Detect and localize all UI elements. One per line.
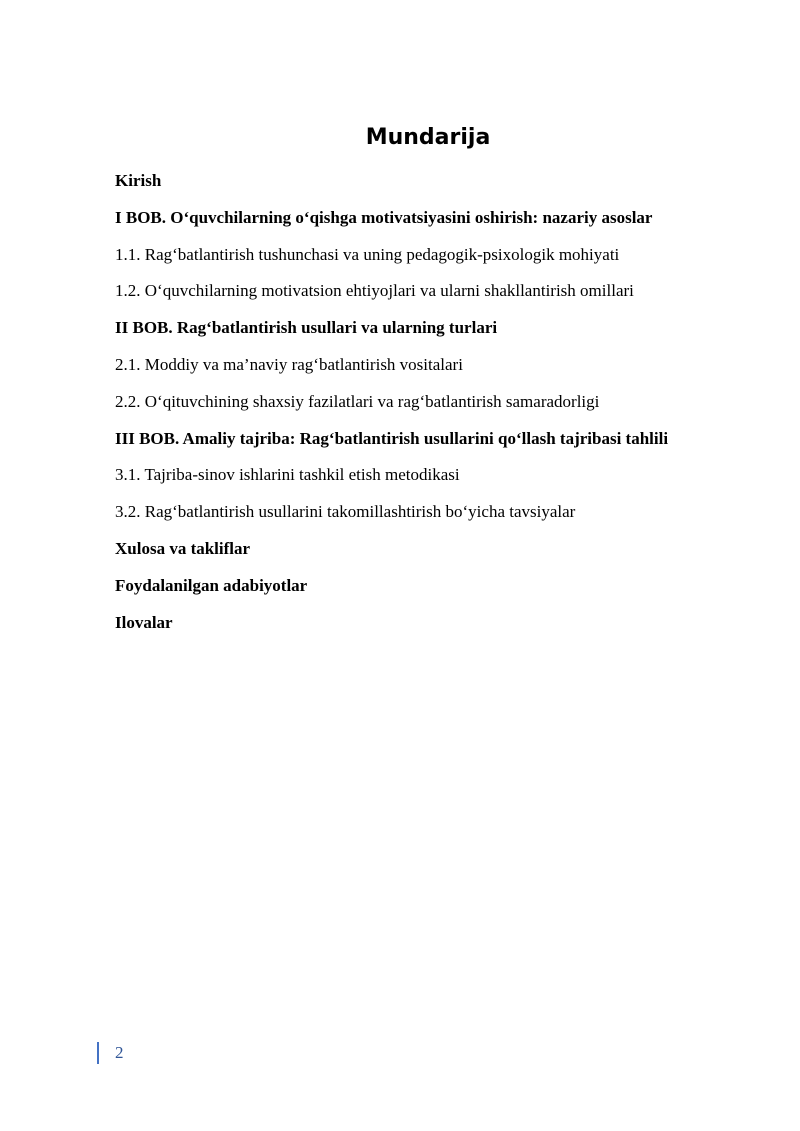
- table-of-contents: [115, 166, 775, 644]
- toc-item-conclusion: Xulosa va takliflar: [115, 538, 251, 558]
- toc-item-introduction: Kirish: [115, 171, 162, 190]
- page-title: Mundarija: [365, 125, 491, 150]
- page-footer: [97, 1042, 124, 1064]
- toc-item-section-2-1: 2.1. Moddiy va ma’naviy rag‘batlantirish vositalari: [115, 354, 463, 374]
- toc-item-appendices: Ilovalar: [115, 612, 173, 632]
- toc-item-chapter-2: II BOB. Rag‘batlantirish usullari va ularning turlari: [115, 318, 498, 338]
- page-number: 2: [115, 1043, 124, 1062]
- toc-item-section-3-1: 3.1. Tajriba-sinov ishlarini tashkil etish metodikasi: [115, 465, 460, 485]
- toc-item-section-2-2: 2.2. O‘qituvchining shaxsiy fazilatlari va rag‘batlantirish samaradorligi: [115, 391, 600, 411]
- toc-item-section-3-2: 3.2. Rag‘batlantirish usullarini takomillashtirish bo‘yicha tavsiyalar: [115, 502, 576, 522]
- toc-item-references: Foydalanilgan adabiyotlar: [115, 575, 308, 595]
- footer-divider: [97, 1042, 99, 1064]
- toc-item-chapter-1: I BOB. O‘quvchilarning o‘qishga motivatsiyasini oshirish: nazariy asoslar: [115, 207, 653, 227]
- toc-item-section-1-2: 1.2. O‘quvchilarning motivatsion ehtiyojlari va ularni shakllantirish omillari: [115, 281, 634, 301]
- toc-item-chapter-3: III BOB. Amaliy tajriba: Rag‘batlantirish usullarini qo‘llash tajribasi tahlili: [115, 428, 669, 448]
- toc-item-section-1-1: 1.1. Rag‘batlantirish tushunchasi va uning pedagogik-psixologik mohiyati: [115, 244, 620, 264]
